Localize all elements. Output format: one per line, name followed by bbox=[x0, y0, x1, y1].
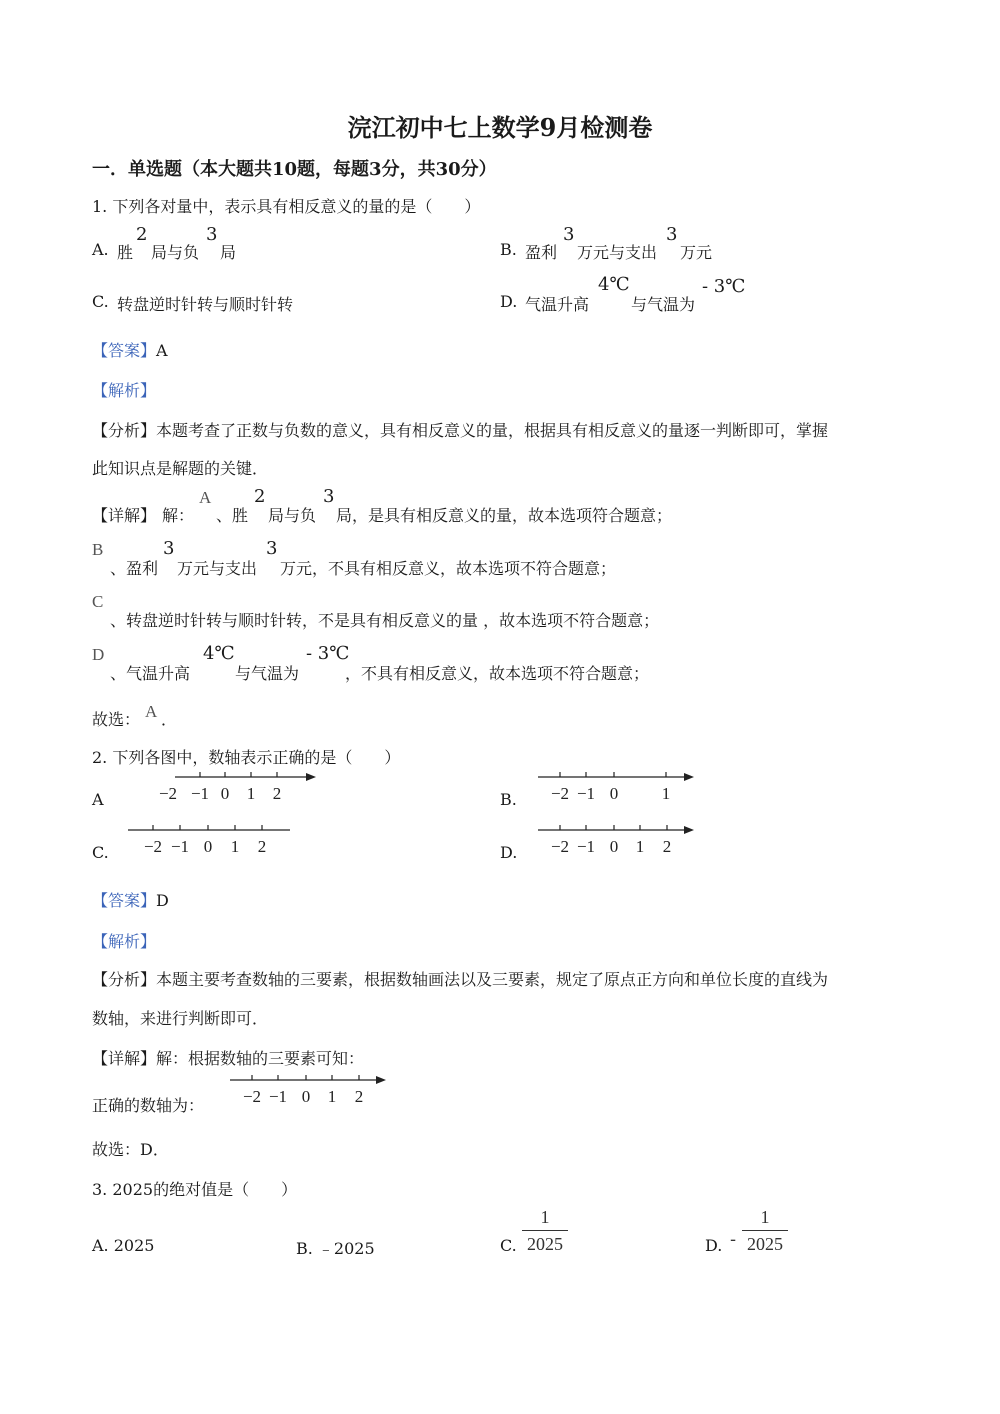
negative-sign: - bbox=[730, 1229, 737, 1250]
choose-end: ． bbox=[161, 710, 178, 729]
q1-jiexi-tag: 【解析】 bbox=[92, 381, 157, 400]
tick-label: −2 bbox=[242, 1087, 262, 1106]
detail-text: 万元与支出 bbox=[177, 559, 258, 578]
tick-label: −2 bbox=[143, 837, 163, 856]
tick-label: −2 bbox=[550, 837, 570, 856]
tick-label: −1 bbox=[170, 837, 190, 856]
math-number: 3 bbox=[563, 224, 575, 245]
option-letter: C bbox=[92, 592, 104, 611]
q2-number-line-d bbox=[530, 818, 710, 858]
tick-label: 0 bbox=[609, 837, 619, 856]
option-letter: D bbox=[92, 645, 105, 664]
tick-label: 1 bbox=[230, 837, 240, 856]
q2-analysis-line-1 bbox=[92, 967, 828, 990]
analysis-tag: 【分析】 bbox=[92, 421, 157, 440]
detail-text: ，不具有相反意义，故本选项不符合题意； bbox=[345, 664, 650, 683]
q3-option-c-fraction bbox=[522, 1206, 568, 1255]
tick-label: 1 bbox=[635, 837, 645, 856]
answer-tag: 【答案】 bbox=[92, 341, 157, 360]
q3-option-b: B. ﹣2025 bbox=[296, 1239, 375, 1258]
option-label: D. bbox=[500, 292, 518, 311]
fraction-bar bbox=[742, 1230, 788, 1231]
section-heading: 一．单选题（本大题共10题，每题3分，共30分） bbox=[92, 159, 497, 180]
q3-option-d-label: D. bbox=[705, 1236, 723, 1255]
math-value: 4℃ bbox=[203, 643, 235, 664]
tick-label: 0 bbox=[220, 784, 230, 803]
q2-correct-label: 正确的数轴为： bbox=[92, 1096, 205, 1115]
tick-label: 1 bbox=[661, 784, 671, 803]
detail-text: 与气温为 bbox=[235, 664, 300, 683]
tick-label: 1 bbox=[246, 784, 256, 803]
tick-label: −2 bbox=[158, 784, 178, 803]
detail-text: 、胜 bbox=[216, 506, 249, 525]
analysis-tag: 【分析】 bbox=[92, 970, 157, 989]
math-number: 3 bbox=[163, 538, 175, 559]
q2-analysis-line-2: 数轴，来进行判断即可． bbox=[92, 1009, 269, 1028]
q2-number-line-c bbox=[120, 818, 300, 858]
detail-tag: 【详解】 bbox=[92, 1049, 157, 1068]
math-number: 3 bbox=[206, 224, 218, 245]
q3-option-d-fraction bbox=[742, 1206, 788, 1255]
detail-text: 、气温升高 bbox=[110, 664, 191, 683]
q2-option-a-label: A bbox=[92, 790, 104, 809]
option-label: B. bbox=[500, 240, 517, 259]
answer-tag: 【答案】 bbox=[92, 891, 157, 910]
math-value: - 3℃ bbox=[306, 643, 350, 664]
fraction-numerator: 1 bbox=[540, 1207, 550, 1227]
detail-text: 解：根据数轴的三要素可知： bbox=[156, 1049, 365, 1068]
question-2-stem: 2. 下列各图中，数轴表示正确的是（ ） bbox=[92, 748, 401, 767]
question-3-stem: 3. 2025的绝对值是（ ） bbox=[92, 1180, 298, 1199]
detail-text: 、盈利 bbox=[110, 559, 159, 578]
tick-label: 2 bbox=[257, 837, 267, 856]
answer-value: D bbox=[156, 891, 169, 910]
q2-option-d-label: D. bbox=[500, 843, 518, 862]
q2-answer bbox=[92, 888, 169, 911]
analysis-text: 本题考查了正数与负数的意义，具有相反意义的量，根据具有相反意义的量逐一判断即可，掌握 bbox=[156, 421, 829, 440]
tick-label: −1 bbox=[190, 784, 210, 803]
tick-label: 2 bbox=[354, 1087, 364, 1106]
q2-choose: 故选：D． bbox=[92, 1140, 169, 1159]
fraction-denominator: 2025 bbox=[527, 1234, 563, 1254]
option-text: 万元与支出 bbox=[577, 243, 658, 262]
tick-label: 0 bbox=[301, 1087, 311, 1106]
q2-option-c-label: C. bbox=[92, 843, 109, 862]
detail-text: 、转盘逆时针转与顺时针转，不是具有相反意义的量 ，故本选项不符合题意； bbox=[110, 611, 660, 630]
tick-label: −1 bbox=[576, 784, 596, 803]
fraction-bar bbox=[522, 1230, 568, 1231]
choose-letter: A bbox=[145, 702, 158, 721]
math-value: - 3℃ bbox=[702, 276, 746, 297]
tick-label: 1 bbox=[327, 1087, 337, 1106]
option-text: 气温升高 bbox=[525, 295, 590, 314]
axis-arrow bbox=[306, 773, 316, 781]
math-value: 4℃ bbox=[598, 274, 630, 295]
option-label: A. bbox=[92, 240, 109, 259]
math-number: 3 bbox=[266, 538, 278, 559]
page-title: 浣江初中七上数学9月检测卷 bbox=[347, 113, 653, 142]
q1-answer bbox=[92, 338, 168, 361]
tick-label: −1 bbox=[268, 1087, 288, 1106]
detail-text: 万元，不具有相反意义，故本选项不符合题意； bbox=[280, 559, 617, 578]
q2-number-line-correct bbox=[222, 1068, 402, 1108]
tick-label: 2 bbox=[272, 784, 282, 803]
math-number: 2 bbox=[136, 224, 148, 245]
choose-text: 故选： bbox=[92, 710, 141, 729]
option-text: 盈利 bbox=[525, 243, 558, 262]
q2-number-line-b bbox=[530, 765, 710, 805]
analysis-text: 本题主要考查数轴的三要素，根据数轴画法以及三要素，规定了原点正方向和单位长度的直线为 bbox=[156, 970, 829, 989]
option-letter: B bbox=[92, 540, 104, 559]
fraction-numerator: 1 bbox=[760, 1207, 770, 1227]
option-label: C. bbox=[92, 292, 109, 311]
option-text: 与气温为 bbox=[631, 295, 696, 314]
option-text: 局与负 bbox=[151, 243, 200, 262]
answer-value: A bbox=[156, 341, 168, 360]
detail-intro: 解： bbox=[162, 506, 195, 525]
detail-text: 局与负 bbox=[268, 506, 317, 525]
q2-number-line-a bbox=[150, 765, 330, 805]
axis-arrow bbox=[684, 826, 694, 834]
option-letter: A bbox=[199, 488, 212, 507]
detail-text: 局，是具有相反意义的量，故本选项符合题意； bbox=[336, 506, 673, 525]
option-text: 胜 bbox=[117, 243, 134, 262]
axis-arrow bbox=[684, 773, 694, 781]
q2-detail bbox=[92, 1046, 364, 1069]
math-number: 3 bbox=[666, 224, 678, 245]
tick-label: 2 bbox=[662, 837, 672, 856]
q3-option-c-label: C. bbox=[500, 1236, 517, 1255]
tick-label: −2 bbox=[550, 784, 570, 803]
tick-label: 0 bbox=[609, 784, 619, 803]
tick-label: 0 bbox=[203, 837, 213, 856]
option-text: 转盘逆时针转与顺时针转 bbox=[117, 295, 294, 314]
q1-analysis-line-1 bbox=[92, 418, 828, 441]
q1-analysis-line-2: 此知识点是解题的关键． bbox=[92, 459, 269, 478]
math-number: 3 bbox=[323, 486, 335, 507]
q2-option-b-label: B. bbox=[500, 790, 517, 809]
option-text: 局 bbox=[220, 243, 237, 262]
fraction-denominator: 2025 bbox=[747, 1234, 783, 1254]
q3-option-a: A. 2025 bbox=[92, 1236, 155, 1255]
axis-arrow bbox=[376, 1076, 386, 1084]
tick-label: −1 bbox=[576, 837, 596, 856]
detail-tag: 【详解】 bbox=[92, 506, 157, 525]
math-number: 2 bbox=[254, 486, 266, 507]
option-text: 万元 bbox=[680, 243, 713, 262]
question-1-stem: 1. 下列各对量中，表示具有相反意义的量的是（ ） bbox=[92, 197, 481, 216]
q2-jiexi-tag: 【解析】 bbox=[92, 932, 157, 951]
